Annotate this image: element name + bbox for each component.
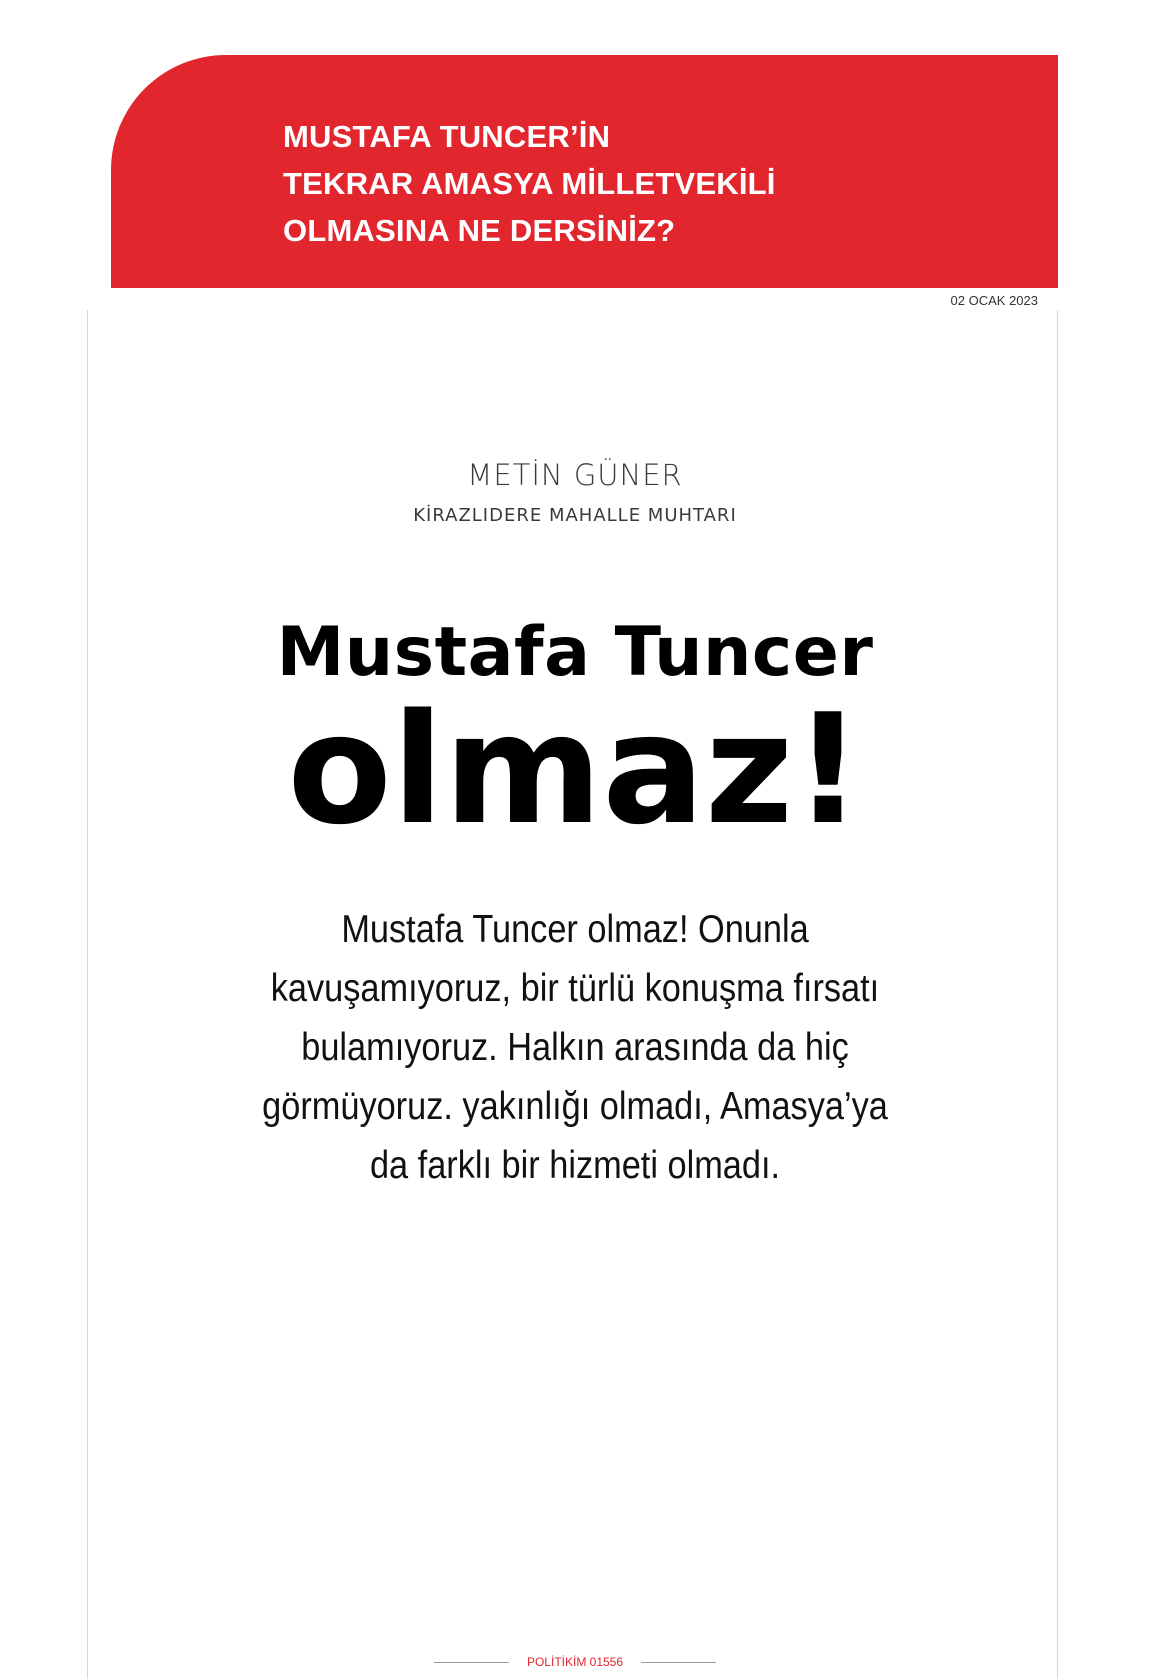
author-title: KİRAZLIDERE MAHALLE MUHTARI — [413, 505, 737, 526]
quote-line-3: bulamıyoruz. Halkın arasında da hiç — [301, 1026, 849, 1069]
headline-line-2: olmaz! — [287, 681, 863, 858]
headline-line-1: Mustafa Tuncer — [276, 613, 874, 692]
quote-line-1: Mustafa Tuncer olmaz! Onunla — [341, 908, 809, 951]
footer-rule-left — [434, 1662, 509, 1663]
quote-line-2: kavuşamıyoruz, bir türlü konuşma fırsatı — [270, 967, 880, 1010]
page-title — [283, 113, 776, 254]
quote-line-4: görmüyoruz. yakınlığı olmadı, Amasya’ya — [262, 1085, 888, 1128]
footer-label: POLİTİKİM 01556 — [526, 1655, 624, 1669]
publish-date: 02 OCAK 2023 — [950, 293, 1038, 308]
title-line-1: MUSTAFA TUNCER’İN — [283, 119, 611, 154]
title-line-2: TEKRAR AMASYA MİLLETVEKİLİ — [283, 166, 776, 201]
quote-body — [245, 900, 905, 1195]
page-footer — [0, 1655, 1150, 1669]
title-line-3: OLMASINA NE DERSİNİZ? — [283, 213, 676, 248]
author-name: METİN GÜNER — [467, 458, 683, 492]
footer-rule-right — [641, 1662, 716, 1663]
quote-line-5: da farklı bir hizmeti olmadı. — [369, 1144, 781, 1187]
